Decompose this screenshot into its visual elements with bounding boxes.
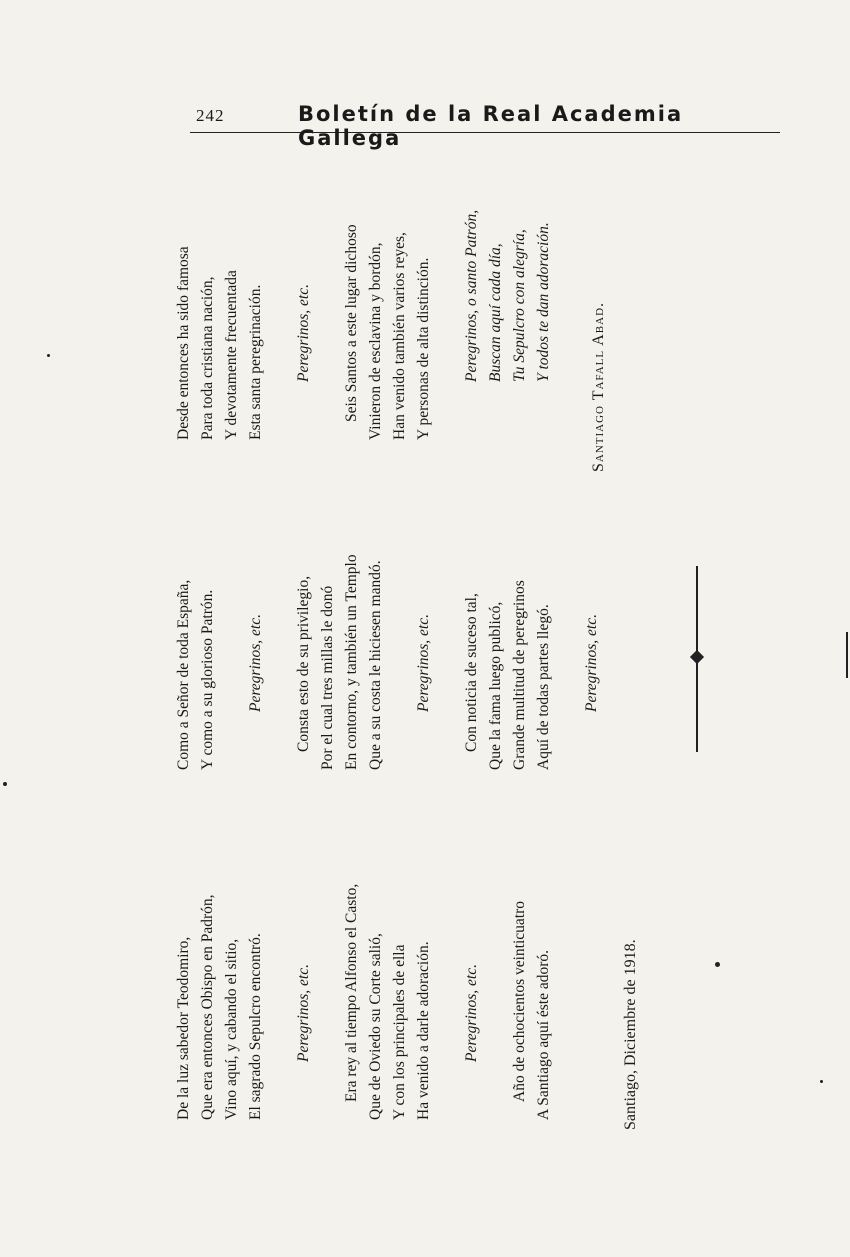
paper-speck [3, 782, 7, 786]
refrain-line: Peregrinos, etc. [295, 964, 312, 1062]
verse-line: Seis Santos a este lugar dichoso [343, 224, 360, 422]
verse-line: Y personas de alta distinción. [415, 257, 432, 440]
page-header [190, 102, 780, 150]
verse-line: Por el cual tres millas le donó [319, 585, 336, 770]
final-refrain-line: Tu Sepulcro con alegría, [511, 229, 528, 382]
verse-line: Vinieron de esclavina y bordón, [367, 242, 384, 440]
verse-column-1 [172, 884, 556, 1120]
verse-line: Con noticia de suceso tal, [463, 593, 480, 752]
refrain-line: Peregrinos, etc. [415, 614, 432, 712]
verse-line: Grande multitud de peregrinos [511, 580, 528, 770]
paper-speck [47, 354, 50, 357]
verse-line: Han venido también varios reyes, [391, 232, 408, 440]
verse-line: Que era entonces Obispo en Padrón, [199, 894, 216, 1120]
margin-mark [846, 632, 848, 678]
end-rule-diamond [690, 650, 704, 664]
verse-line: Que de Oviedo su Corte salió, [367, 933, 384, 1120]
refrain-line: Peregrinos, etc. [463, 964, 480, 1062]
verse-line: Esta santa peregrinación. [247, 284, 264, 440]
paper-speck [715, 962, 720, 967]
verse-line: Para toda cristiana nación, [199, 276, 216, 440]
verse-line: A Santiago aquí éste adoró. [535, 949, 552, 1120]
verse-line: Que la fama luego publicó, [487, 601, 504, 770]
verse-column-2 [172, 554, 604, 770]
verse-line: Y como a su glorioso Patrón. [199, 589, 216, 770]
verse-line: Aquí de todas partes llegó. [535, 604, 552, 770]
final-refrain-line: Buscan aquí cada día, [487, 243, 504, 382]
verse-line: Consta esto de su privilegio, [295, 575, 312, 752]
refrain-line: Peregrinos, etc. [583, 614, 600, 712]
refrain-line: Peregrinos, etc. [295, 284, 312, 382]
verse-line: Vino aquí, y cabando el sitio, [223, 938, 240, 1120]
verse-line: Como a Señor de toda España, [175, 579, 192, 770]
verse-column-3 [172, 210, 556, 440]
verse-line: Que a su costa le hiciesen mandó. [367, 560, 384, 770]
signature: Santiago Tafall Abad. [590, 301, 607, 472]
verse-line: Año de ochocientos veinticuatro [511, 900, 528, 1102]
verse-line: De la luz sabedor Teodomiro, [175, 936, 192, 1120]
verse-line: Ha venido a darle adoración. [415, 941, 432, 1120]
final-refrain-line: Peregrinos, o santo Patrón, [463, 209, 480, 382]
place-date: Santiago, Diciembre de 1918. [622, 939, 639, 1130]
verse-line: Desde entonces ha sido famosa [175, 246, 192, 440]
verse-line: En contorno, y también un Templo [343, 554, 360, 770]
page-number: 242 [196, 106, 225, 125]
final-refrain-line: Y todos te dan adoración. [535, 222, 552, 382]
refrain-line: Peregrinos, etc. [247, 614, 264, 712]
verse-line: Y devotamente frecuentada [223, 270, 240, 440]
running-title: Boletín de la Real Academia Gallega [298, 102, 684, 150]
verse-line: Y con los principales de ella [391, 944, 408, 1120]
paper-speck [820, 1080, 823, 1083]
verse-line: El sagrado Sepulcro encontró. [247, 933, 264, 1120]
verse-line: Era rey al tiempo Alfonso el Casto, [343, 883, 360, 1102]
